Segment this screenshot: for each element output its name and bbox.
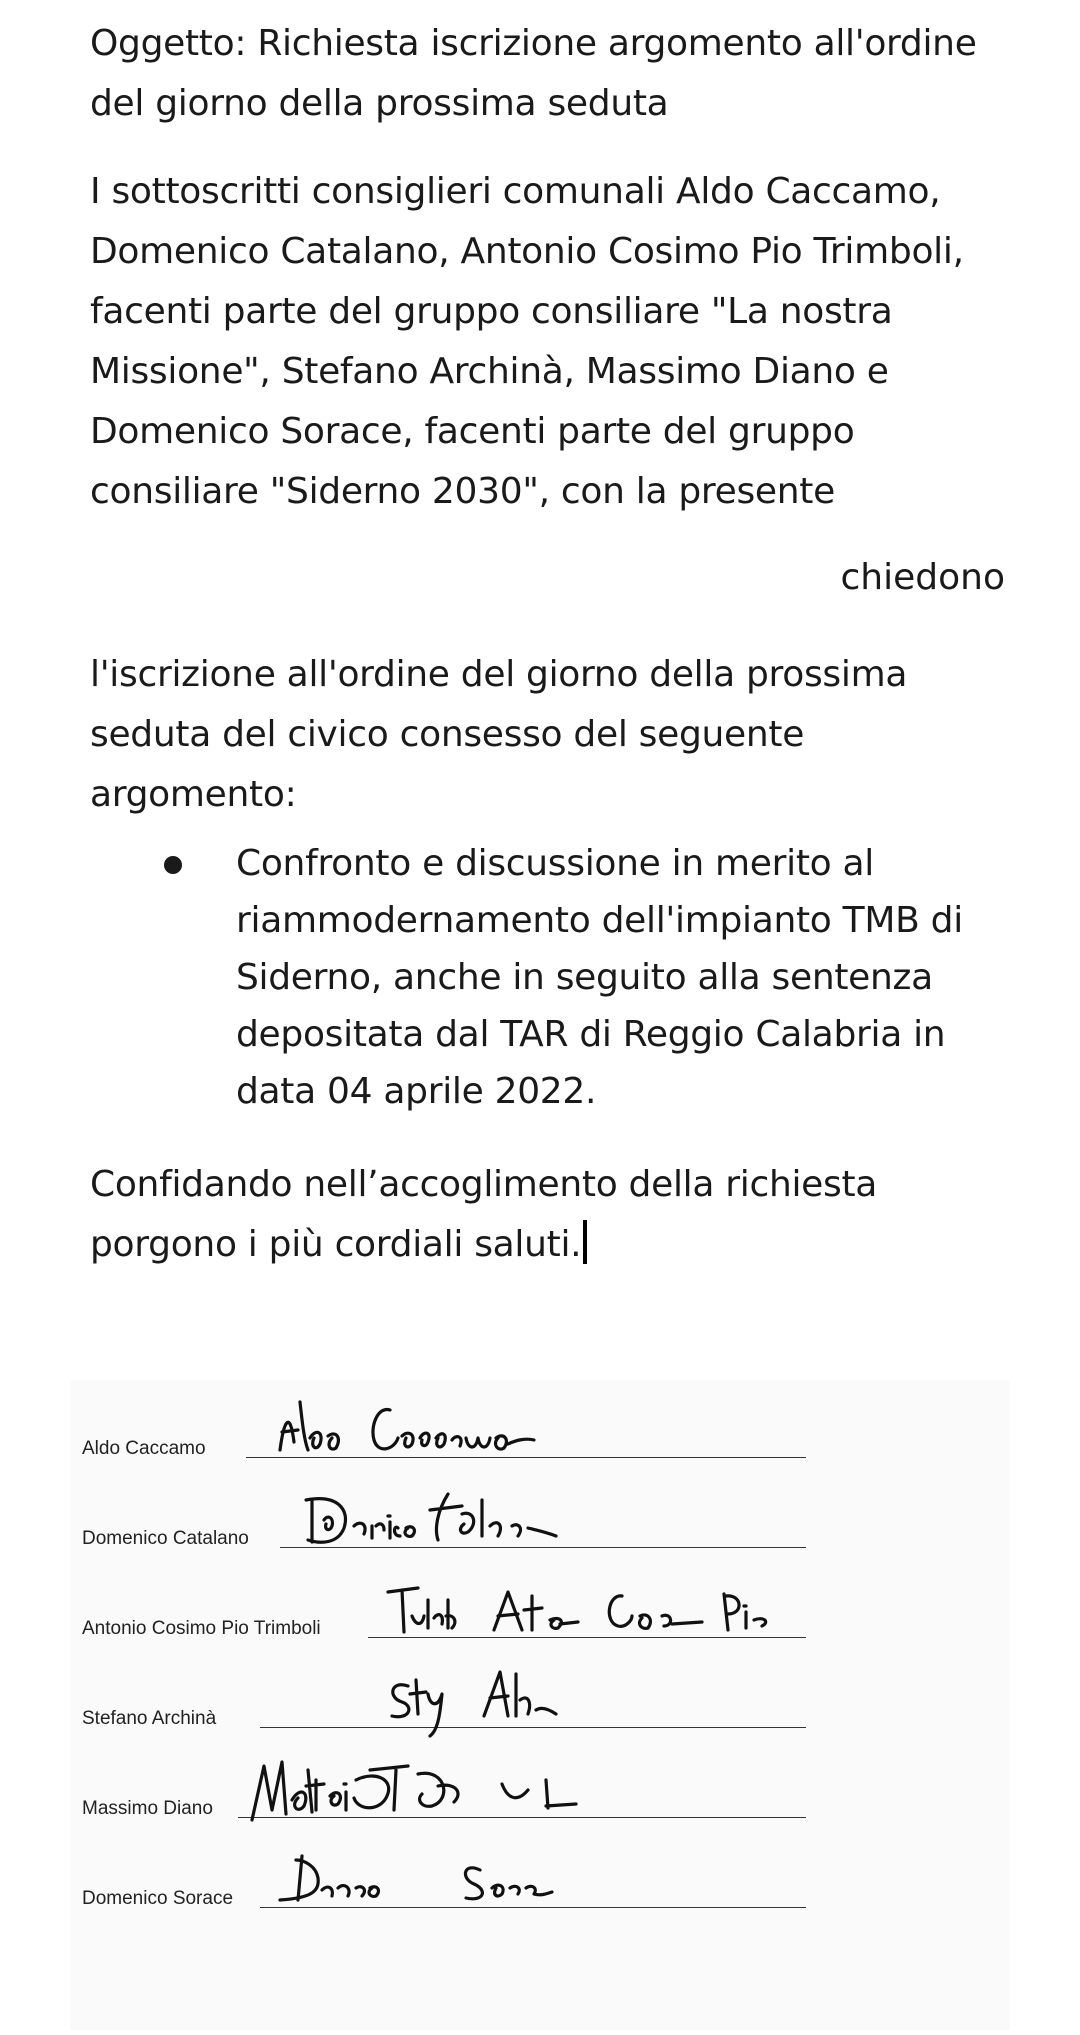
signature-row [70, 1830, 1010, 1920]
text-cursor [583, 1220, 587, 1264]
signature-row [70, 1740, 1010, 1830]
body-paragraph: I sottoscritti consiglieri comunali Aldo Caccamo, Domenico Catalano, Antonio Cosimo Pio Trimboli, facenti parte del gruppo consiliare "La nostra Missione", Stefano Archinà, Massimo Diano e Domenico Sorace, facenti parte del gruppo consiliare "Siderno 2030", con la presente [90, 171, 964, 512]
handwritten-signature [298, 1470, 768, 1556]
verb-chiedono: chiedono [840, 557, 1005, 598]
handwritten-signature [382, 1560, 822, 1646]
request-paragraph: l'iscrizione all'ordine del giorno della prossima seduta del civico consesso del seguente argomento: [90, 654, 908, 815]
closing-paragraph [90, 1155, 1020, 1275]
signatory-name: Stefano Archinà [82, 1708, 217, 1729]
signatory-name: Domenico Sorace [82, 1888, 234, 1909]
closing-text: Confidando nell’accoglimento della richiesta porgono i più cordiali saluti. [90, 1164, 878, 1265]
handwritten-signature [246, 1740, 716, 1826]
signatory-name: Massimo Diano [82, 1798, 213, 1819]
signature-row [70, 1380, 1010, 1470]
signatory-name: Aldo Caccamo [82, 1438, 206, 1459]
subject-line: Oggetto: Richiesta iscrizione argomento all'ordine del giorno della prossima seduta [90, 23, 977, 124]
signatory-name: Domenico Catalano [82, 1528, 249, 1549]
bullet-icon [164, 856, 182, 874]
signature-row [70, 1560, 1010, 1650]
bullet-item: Confronto e discussione in merito al riammodernamento dell'impianto TMB di Siderno, anche in seguito alla sentenza depositata dal TAR di Reggio Calabria in data 04 aprile 2022. [236, 843, 963, 1112]
handwritten-signature [270, 1830, 690, 1916]
handwritten-signature [380, 1650, 600, 1736]
signature-row [70, 1470, 1010, 1560]
signature-block [70, 1380, 1010, 2030]
handwritten-signature [270, 1380, 690, 1466]
signatory-name: Antonio Cosimo Pio Trimboli [82, 1618, 321, 1639]
signature-row [70, 1650, 1010, 1740]
